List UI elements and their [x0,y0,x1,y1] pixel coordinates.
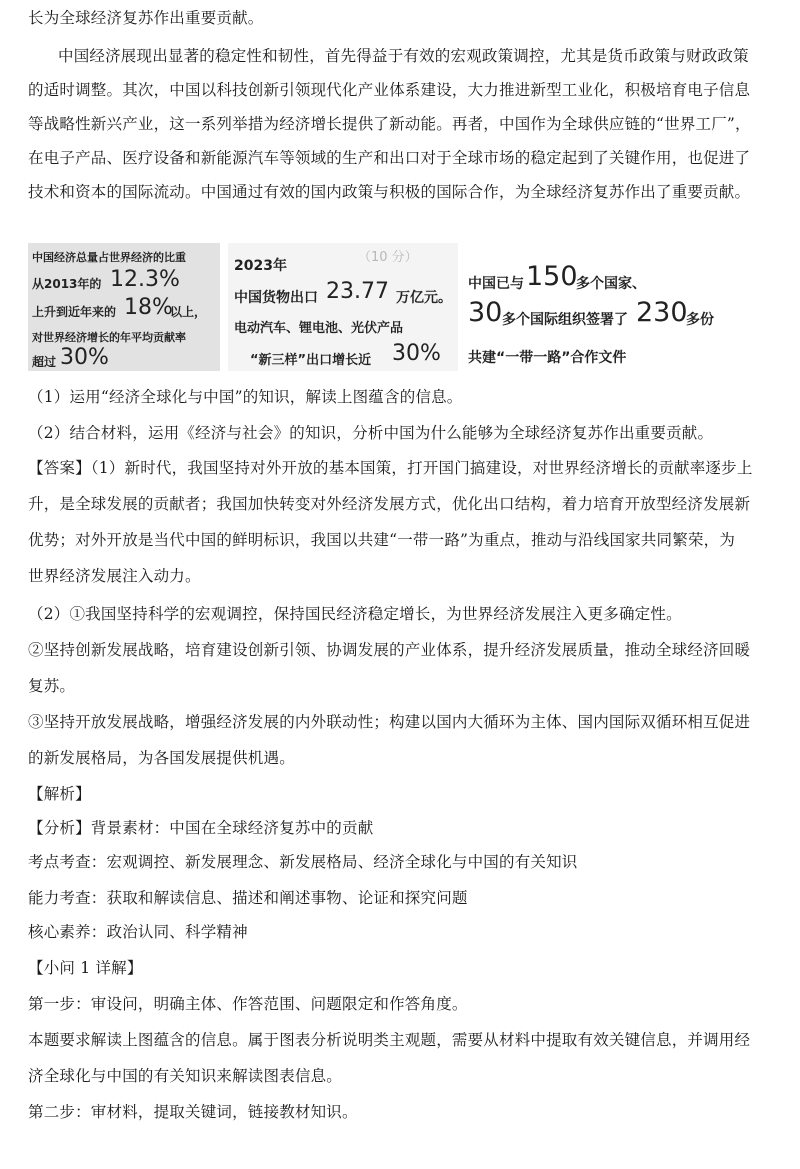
panel2-value-30: 30% [392,341,441,366]
panel1-value-18: 18% [124,295,173,320]
panel2-line-2-prefix: 中国货物出口 [234,290,318,306]
step-1-detail-line-1: 本题要求解读上图蕴含的信息。属于图表分析说明类主观题，需要从材料中提取有效关键信息，并调用经 [28,1031,751,1049]
panel2-faint-score: （10 分） [358,250,418,265]
answer-line-1: 【答案】（1）新时代，我国坚持对外开放的基本国策，打开国门搞建设，对世界经济增长的贡献率逐步上 [28,459,753,477]
panel2-line-2-suffix: 万亿元。 [396,290,452,306]
panel3-value-150: 150 [526,261,578,292]
analysis-heading: 【解析】 [28,785,91,803]
panel3-value-230: 230 [636,297,688,328]
material-line-4: 等战略性新兴产业，这一系列举措为经济增长提供了新动能。再者，中国作为全球供应链的“世界工厂”， [28,115,751,133]
panel1-value-30: 30% [60,345,109,370]
step-1: 第一步：审设问，明确主体、作答范围、问题限定和作答角度。 [28,995,468,1013]
analysis-core-literacy: 核心素养：政治认同、科学精神 [28,923,248,941]
answer-line-7: 复苏。 [28,677,76,695]
question-2: （2）结合材料，运用《经济与社会》的知识，分析中国为什么能够为全球经济复苏作出重要贡献。 [28,424,714,442]
panel1-line-3-prefix: 上升到近年来的 [32,305,117,319]
panel1-line-4: 对世界经济增长的年平均贡献率 [32,331,186,344]
material-line-5: 在电子产品、医疗设备和新能源汽车等领域的生产和出口对于全球市场的稳定起到了关键作用，也促进了 [28,149,751,167]
panel2-year: 2023年 [234,258,287,274]
analysis-knowledge-points: 考点考查：宏观调控、新发展理念、新发展格局、经济全球化与中国的有关知识 [28,853,578,871]
panel1-value-12-3: 12.3% [110,267,180,292]
panel1-line-1: 中国经济总量占世界经济的比重 [32,251,186,264]
sub-question-1-heading: 【小问 1 详解】 [28,959,143,977]
material-line-2: 中国经济展现出显著的稳定性和韧性，首先得益于有效的宏观政策调控，尤其是货币政策与财政政策 [58,47,749,65]
answer-line-5: （2）①我国坚持科学的宏观调控，保持国民经济稳定增长，为世界经济发展注入更多确定性。 [28,605,682,623]
panel3-line-2-suffix: 多份 [686,312,714,328]
material-line-3: 的适时调整。其次，中国以科技创新引领现代化产业体系建设，大力推进新型工业化，积极培育电子信息 [28,81,751,99]
panel1-line-3-suffix: 以上， [170,305,207,319]
answer-line-4: 世界经济发展注入动力。 [28,567,201,585]
analysis-ability: 能力考查：获取和解读信息、描述和阐述事物、论证和探究问题 [28,889,468,907]
material-line-1: 长为全球经济复苏作出重要贡献。 [28,9,264,27]
panel3-value-30: 30 [468,297,503,328]
panel3-line-3: 共建“一带一路”合作文件 [468,350,627,366]
panel1-line-5-prefix: 超过 [32,355,57,369]
answer-line-8: ③坚持开放发展战略，增强经济发展的内外联动性；构建以国内大循环为主体、国内国际双循环相互促进 [28,713,751,731]
panel2-line-4-prefix: “新三样”出口增长近 [250,353,372,368]
panel3-line-1-suffix: 多个国家、 [576,276,646,292]
answer-line-9: 的新发展格局，为各国发展提供机遇。 [28,749,295,767]
question-1: （1）运用“经济全球化与中国”的知识，解读上图蕴含的信息。 [28,388,463,406]
panel3-line-1-prefix: 中国已与 [468,276,524,292]
answer-line-2: 升，是全球发展的贡献者；我国加快转变对外经济发展方式，优化出口结构，着力培育开放型经济发展新 [28,495,751,513]
panel3-line-2-middle: 多个国际组织签署了 [502,312,628,328]
infographic-panel-economy-share [28,243,220,371]
answer-line-6: ②坚持创新发展战略，培育建设创新引领、协调发展的产业体系，提升经济发展质量，推动全球经济回暖 [28,641,751,659]
panel2-line-3: 电动汽车、锂电池、光伏产品 [234,321,404,336]
step-1-detail-line-2: 济全球化与中国的有关知识来解读图表信息。 [28,1067,343,1085]
material-line-6: 技术和资本的国际流动。中国通过有效的国内政策与积极的国际合作，为全球经济复苏作出了重要贡献。 [28,183,751,201]
infographic [28,243,772,371]
panel2-value-23-77: 23.77 [326,279,389,304]
infographic-panel-belt-road [464,243,772,371]
infographic-panel-exports [228,243,458,371]
step-2: 第二步：审材料，提取关键词，链接教材知识。 [28,1103,358,1121]
answer-line-3: 优势；对外开放是当代中国的鲜明标识，我国以共建“一带一路”为重点，推动与沿线国家共同繁荣，为 [28,531,736,549]
analysis-background: 【分析】背景素材：中国在全球经济复苏中的贡献 [28,819,374,837]
panel1-line-2-prefix: 从2013年的 [32,277,102,291]
